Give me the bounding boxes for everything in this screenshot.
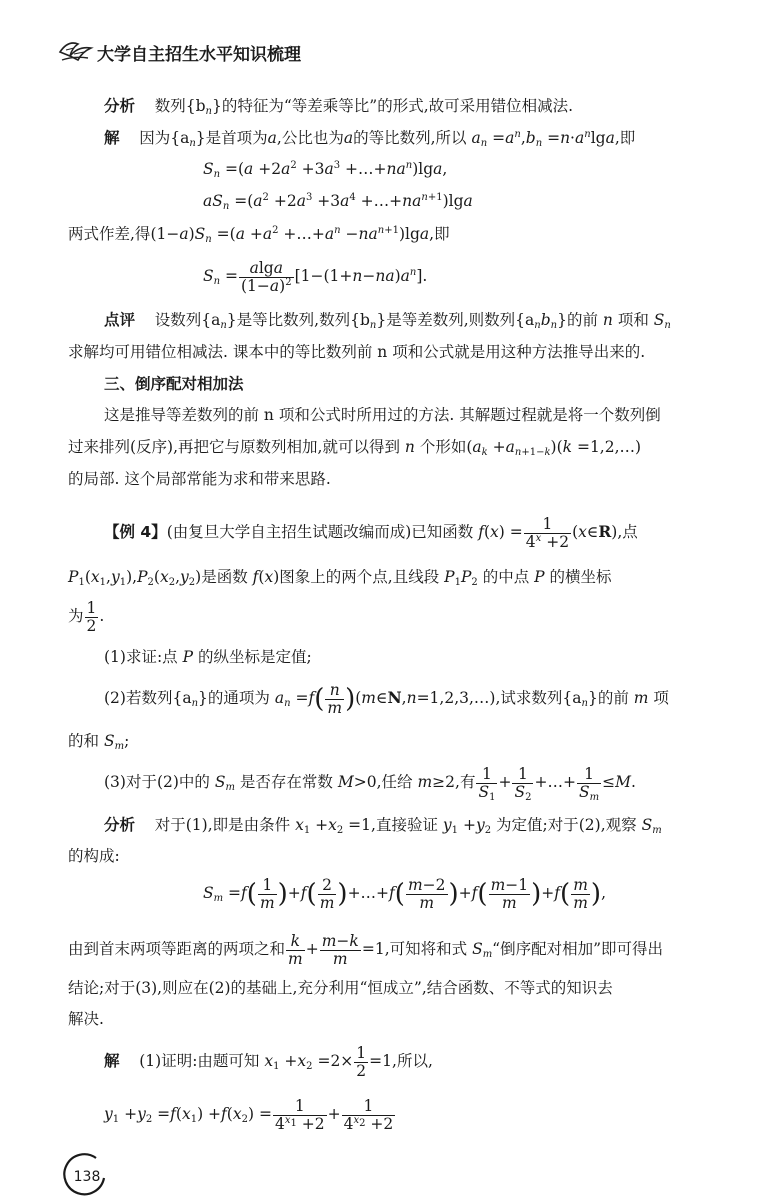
example4-line-2: $P_1(x_1,y_1),P_2(x_2,y_2)$是函数 f(x)图象上的两个点,且线段 $P_1P_2$ 的中点 P 的横坐标 — [68, 568, 612, 588]
analysis-1: 分析 数列$\{b_n\}$的特征为“等差乘等比”的形式,故可采用错位相减法. — [104, 97, 574, 117]
comment-line-1: 点评 设数列$\{a_n\}$是等比数列,数列$\{b_n\}$是等差数列,则数列$\{a_nb_n\}$的前 n 项和 $S_n$ — [104, 311, 671, 331]
analysis-2-line-4: 结论;对于(3),则应在(2)的基础上,充分利用“恒成立”,结合函数、不等式的知识去 — [68, 979, 613, 997]
difference-line: 两式作差,得$(1-a)S_n =(a +a^2$ $+\dots+a^n -na^{n+1})\lg a$,即 — [68, 225, 450, 245]
para3-line-2: 过来排列(反序),再把它与原数列相加,就可以得到 n 个形如$(a_k +a_{n+1-k})(k$ =1,2,…) — [68, 438, 642, 458]
section-heading: 三、倒序配对相加法 — [104, 375, 244, 393]
comment-line-2: 求解均可用错位相减法. 课本中的等比数列前 n 项和公式就是用这种方法推导出来的. — [68, 343, 646, 361]
formula-sn: $S_n =(a +2a^2 +3a^3$ $+\dots+na^n)\lg a$, — [203, 160, 448, 180]
analysis-2-line-3: 由到首末两项等距离的两项之和 $\frac{k}{m}$ + $\frac{m-k}{m}$ =1,可知将和式 $S_m“$倒序配对相加”即可得出 — [68, 931, 664, 968]
formula-sm: $S_m =f$( $\frac{1}{m}$ )+f( $\frac{2}{m}$ )+…+f( $\frac{m-2}{m}$ )+f( $\frac{m-1}{m}$ )+f( $\frac{m}{m}$ ), — [203, 875, 606, 912]
solution-line: 解 因为$\{a_n\}$是首项为a,公比也为a的等比数列,所以 $a_n =a^n,b_n =n\cdot a^n\lg a$,即 — [104, 129, 636, 149]
running-header-title: 大学自主招生水平知识梳理 — [97, 45, 301, 65]
question-3: (3)对于(2)中的 $S_m$ 是否存在常数 M>0,任给 m≥2,有 $\frac{1}{S_1}$ + $\frac{1}{S_2}$ +…+ $\frac{1}{S_m}$ ≤M. — [104, 764, 636, 803]
page-number: 138 — [73, 1169, 101, 1185]
analysis-2-line-2: 的构成: — [68, 847, 120, 865]
question-2: (2)若数列$\{a_n\}$的通项为 $a_n =f$( $\frac{n}{m}$ )(m∈N,n=1,2,3,…),试求数列$\{a_n\}$的前 m 项 — [104, 680, 669, 717]
formula-result: $S_n$ = $\frac{alga}{(1-a)^2}$ $[1-(1+n-na)a^n]$. — [203, 258, 428, 295]
example4-line-1: 【例 4】(由复旦大学自主招生试题改编而成)已知函数 f(x) = $\frac{1}{4^x +2}$ (x∈R),点 — [104, 514, 638, 551]
solution-2-line-2: $y_1 +y_2 =f(x_1) +f(x_2)$ = $\frac{1}{4^{x_1} +2}$ + $\frac{1}{4^{x_2} +2}$ — [104, 1096, 394, 1133]
question-2-line-2: 的和 $S_m$; — [68, 732, 130, 752]
analysis-2-line-1: 分析 对于(1),即是由条件 $x_1 +x_2 =1$,直接验证 $y_1 +y_2$ 为定值;对于(2),观察 $S_m$ — [104, 816, 662, 836]
formula-asn: $aS_n =(a^2 +2a^3 +3a^4$ $+\dots+na^{n+1})\lg a$ — [203, 192, 473, 212]
question-1: (1)求证:点 P 的纵坐标是定值; — [104, 648, 312, 666]
solution-2-line-1: 解 (1)证明:由题可知 $x_1 +x_2 =2\times$ $\frac{1}{2}$ =1,所以, — [104, 1043, 433, 1080]
page-number-badge — [62, 1152, 108, 1198]
book-logo-icon — [58, 38, 94, 64]
example4-line-3: 为 $\frac{1}{2}$ . — [68, 598, 105, 635]
para3-line-3: 的局部. 这个局部常能为求和带来思路. — [68, 470, 331, 488]
para3-line-1: 这是推导等差数列的前 n 项和公式时所用过的方法. 其解题过程就是将一个数列倒 — [104, 406, 661, 424]
analysis-2-line-5: 解决. — [68, 1010, 104, 1028]
